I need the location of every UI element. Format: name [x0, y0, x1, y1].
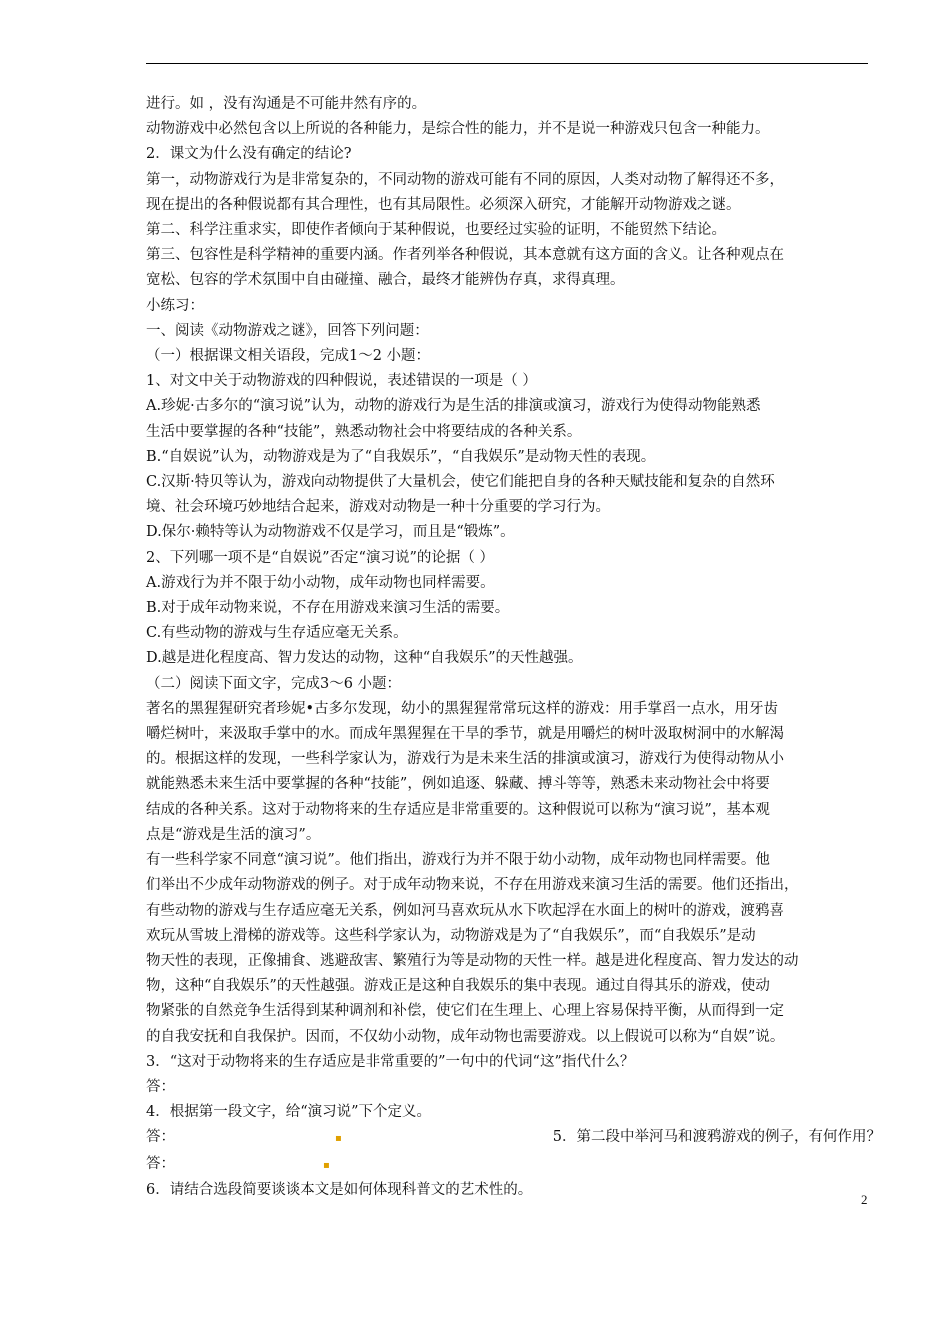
text-line: 一、阅读《动物游戏之谜》，回答下列问题：	[146, 322, 429, 339]
answer-5-label: 答：	[146, 1155, 175, 1172]
text-line: 现在提出的各种假说都有其合理性，也有其局限性。必须深入研究，才能解开动物游戏之谜。	[146, 196, 741, 213]
answer-4-label: 答：	[146, 1129, 175, 1146]
text-line: C.汉斯·特贝等认为，游戏向动物提供了大量机会，使它们能把自身的各种天赋技能和复杂的自然环	[146, 474, 775, 491]
text-line: B.“自娱说”认为，动物游戏是为了“自我娱乐”，“自我娱乐”是动物天性的表现。	[146, 448, 656, 465]
text-line: 3．“这对于动物将来的生存适应是非常重要的”一句中的代词“这”指代什么？	[146, 1053, 635, 1070]
text-line: 有一些科学家不同意“演习说”。他们指出，游戏行为并不限于幼小动物，成年动物也同样需要。他	[146, 852, 770, 869]
answer-5-line	[146, 1152, 886, 1178]
text-line: 4．根据第一段文字，给“演习说”下个定义。	[146, 1104, 432, 1121]
text-line: 境、社会环境巧妙地结合起来，游戏对动物是一种十分重要的学习行为。	[146, 499, 610, 516]
answer-4-and-question-5-line	[146, 1125, 881, 1151]
page-number: 2	[861, 1192, 868, 1207]
text-lines	[146, 92, 886, 1125]
text-line: A.游戏行为并不限于幼小动物，成年动物也同样需要。	[146, 574, 495, 591]
text-line: 第三、包容性是科学精神的重要内涵。作者列举各种假说，其本意就有这方面的含义。让各种观点在	[146, 247, 784, 264]
text-line: （二）阅读下面文字，完成3～6 小题：	[146, 675, 402, 692]
text-line: 答：	[146, 1078, 175, 1095]
text-line: 就能熟悉未来生活中要掌握的各种“技能”，例如追逐、躲藏、搏斗等等，熟悉未来动物社会中将要	[146, 776, 770, 793]
text-line: 著名的黑猩猩研究者珍妮•古多尔发现，幼小的黑猩猩常常玩这样的游戏：用手掌舀一点水，用牙齿	[146, 700, 779, 717]
question-5: 5．第二段中举河马和渡鸦游戏的例子，有何作用？	[552, 1129, 881, 1146]
text-line: 点是“游戏是生活的演习”。	[146, 826, 321, 843]
text-line: 进行。如 ，没有沟通是不可能井然有序的。	[146, 96, 427, 112]
text-line: 宽松、包容的学术氛围中自由碰撞、融合，最终才能辨伪存真，求得真理。	[146, 272, 625, 289]
text-line: 第二、科学注重求实，即使作者倾向于某种假说，也要经过实验的证明，不能贸然下结论。	[146, 222, 726, 239]
text-line: 结成的各种关系。这对于动物将来的生存适应是非常重要的。这种假说可以称为“演习说”，基本观	[146, 801, 770, 818]
text-line: 生活中要掌握的各种“技能”，熟悉动物社会中将要结成的各种关系。	[146, 423, 582, 440]
text-line: 动物游戏中必然包含以上所说的各种能力，是综合性的能力，并不是说一种游戏只包含一种能力。	[146, 121, 770, 138]
text-line: 第一，动物游戏行为是非常复杂的，不同动物的游戏可能有不同的原因，人类对动物了解得还不多，	[146, 171, 784, 188]
text-line: 的。根据这样的发现，一些科学家认为，游戏行为是未来生活的排演或演习，游戏行为使得动物从小	[146, 751, 784, 768]
text-line: 们举出不少成年动物游戏的例子。对于成年动物来说，不存在用游戏来演习生活的需要。他们还指出，	[146, 877, 799, 894]
text-line: C.有些动物的游戏与生存适应毫无关系。	[146, 625, 408, 642]
text-line: 有些动物的游戏与生存适应毫无关系，例如河马喜欢玩从水下吹起浮在水面上的树叶的游戏，渡鸦喜	[146, 902, 784, 919]
text-line: B.对于成年动物来说，不存在用游戏来演习生活的需要。	[146, 600, 510, 617]
text-line: （一）根据课文相关语段，完成1～2 小题：	[146, 348, 431, 365]
text-line: 欢玩从雪坡上滑梯的游戏等。这些科学家认为，动物游戏是为了“自我娱乐”，而“自我娱乐”是动	[146, 927, 756, 944]
text-line: 物天性的表现，正像捕食、逃避敌害、繁殖行为等是动物的天性一样。越是进化程度高、智力发达的动	[146, 952, 799, 969]
text-line: A.珍妮·古多尔的“演习说”认为，动物的游戏行为是生活的排演或演习，游戏行为使得动物能熟悉	[146, 398, 761, 415]
header-rule	[146, 63, 868, 64]
document-body	[146, 92, 886, 1203]
text-line: 物紧张的自然竞争生活得到某种调剂和补偿，使它们在生理上、心理上容易保持平衡，从而得到一定	[146, 1003, 784, 1020]
text-line: 小练习：	[146, 297, 204, 314]
text-line: 2、下列哪一项不是“自娱说”否定“演习说”的论据（ ）	[146, 549, 494, 566]
text-line: 物，这种“自我娱乐”的天性越强。游戏正是这种自我娱乐的集中表现。通过自得其乐的游戏，使动	[146, 978, 770, 995]
mark-dot: ▪	[335, 1133, 342, 1145]
text-line: D.保尔·赖特等认为动物游戏不仅是学习，而且是“锻炼”。	[146, 524, 515, 541]
mark-dot: ▪	[323, 1159, 330, 1171]
text-line: 的自我安抚和自我保护。因而，不仅幼小动物，成年动物也需要游戏。以上假说可以称为“自娱”说。	[146, 1028, 785, 1045]
question-6: 6．请结合选段简要谈谈本文是如何体现科普文的艺术性的。	[146, 1181, 533, 1198]
text-line: 1、对文中关于动物游戏的四种假说，表述错误的一项是（ ）	[146, 373, 537, 390]
text-line: 2．课文为什么没有确定的结论?	[146, 146, 352, 163]
text-line: 嚼烂树叶，来汲取手掌中的水。而成年黑猩猩在干旱的季节，就是用嚼烂的树叶汲取树洞中的水解渴	[146, 726, 784, 743]
text-line: D.越是进化程度高、智力发达的动物，这种“自我娱乐”的天性越强。	[146, 650, 583, 667]
